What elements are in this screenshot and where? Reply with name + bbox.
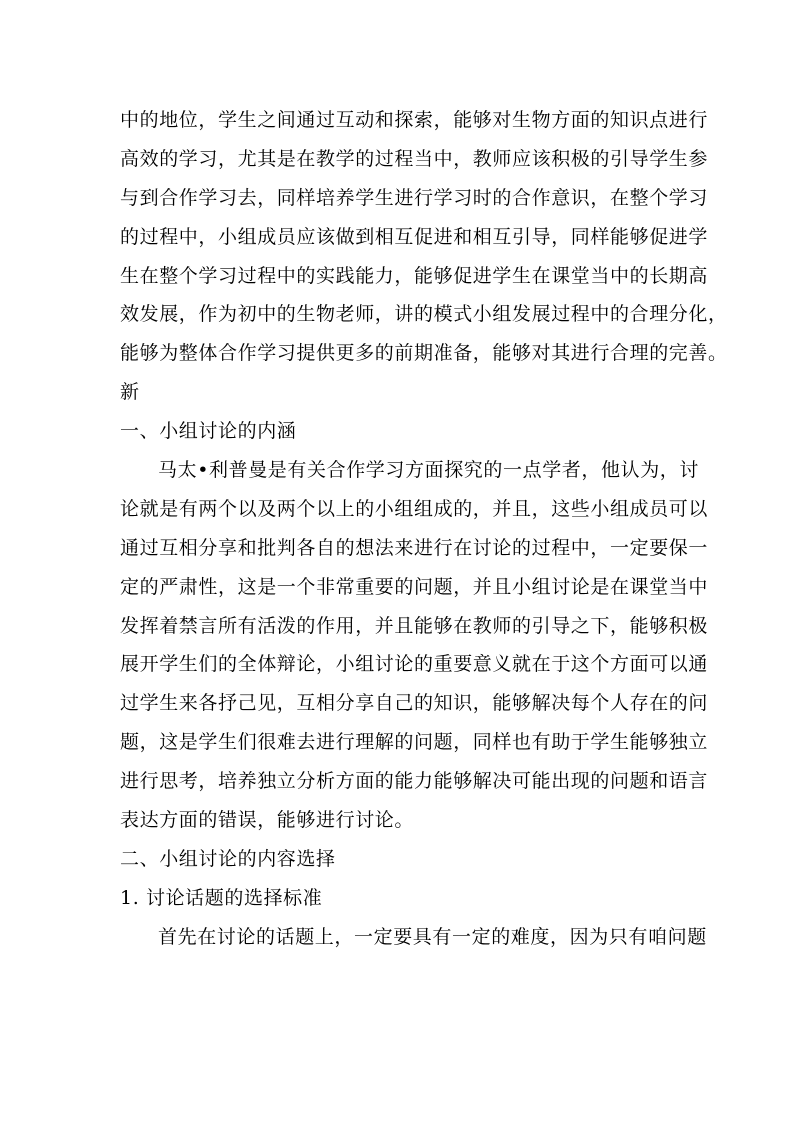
paragraph-line: 生在整个学习过程中的实践能力，能够促进学生在课堂当中的长期高 xyxy=(120,264,709,287)
paragraph-line: 通过互相分享和批判各自的想法来进行在讨论的过程中，一定要保一 xyxy=(120,536,709,559)
paragraph-line: 过学生来各抒己见，互相分享自己的知识，能够解决每个人存在的问 xyxy=(120,692,709,715)
paragraph-line: 中的地位，学生之间通过互动和探索，能够对生物方面的知识点进行 xyxy=(120,109,709,131)
paragraph-line: 论就是有两个以及两个以上的小组组成的，并且，这些小组成员可以 xyxy=(120,497,709,520)
paragraph-line: 表达方面的错误，能够进行讨论。 xyxy=(120,809,415,832)
paragraph-line: 的过程中，小组成员应该做到相互促进和相互引导，同样能够促进学 xyxy=(120,225,709,248)
paragraph-line: 进行思考，培养独立分析方面的能力能够解决可能出现的问题和语言 xyxy=(120,770,709,793)
subsection-heading: 1. 讨论话题的选择标准 xyxy=(120,886,323,909)
paragraph-line: 定的严肃性，这是一个非常重要的问题，并且小组讨论是在课堂当中 xyxy=(120,575,709,598)
section-heading: 一、小组讨论的内涵 xyxy=(120,420,297,443)
section-heading: 二、小组讨论的内容选择 xyxy=(120,847,336,870)
paragraph-line: 能够为整体合作学习提供更多的前期准备，能够对其进行合理的完善。 xyxy=(120,342,728,365)
paragraph-line: 发挥着禁言所有活泼的作用，并且能够在教师的引导之下，能够积极 xyxy=(120,614,709,637)
paragraph-line: 展开学生们的全体辩论，小组讨论的重要意义就在于这个方面可以通 xyxy=(120,653,709,676)
paragraph-line: 与到合作学习去，同样培养学生进行学习时的合作意识，在整个学习 xyxy=(120,186,709,209)
paragraph-line: 新 xyxy=(120,381,140,404)
paragraph-line: 题，这是学生们很难去进行理解的问题，同样也有助于学生能够独立 xyxy=(120,731,709,754)
paragraph-line: 效发展，作为初中的生物老师，讲的模式小组发展过程中的合理分化， xyxy=(120,303,728,326)
paragraph-line: 马太•利普曼是有关合作学习方面探究的一点学者，他认为，讨 xyxy=(158,459,700,482)
document-page xyxy=(120,101,728,957)
paragraph-line: 首先在讨论的话题上，一定要具有一定的难度，因为只有咱问题 xyxy=(158,925,707,948)
paragraph-line: 高效的学习，尤其是在教学的过程当中，教师应该积极的引导学生参 xyxy=(120,147,709,170)
